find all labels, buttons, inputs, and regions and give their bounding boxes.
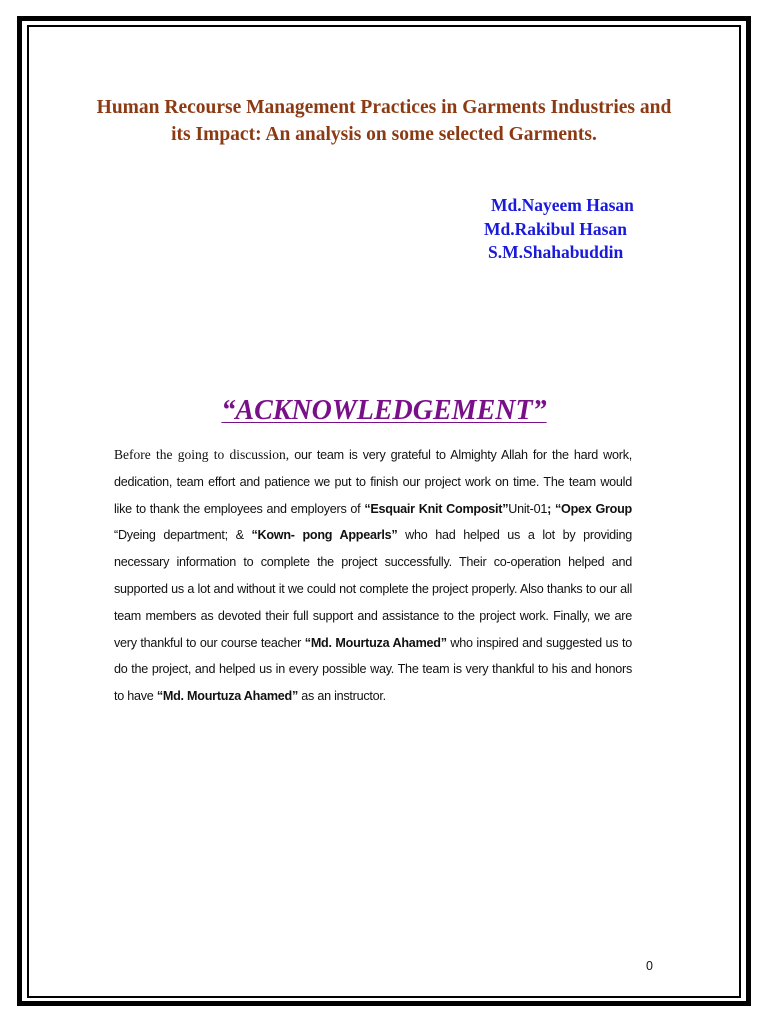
- acknowledgement-paragraph: [114, 442, 632, 710]
- paragraph-text: who inspired and suggested us to do the project, and helped us in every possible way. The team is very thankful to his and honors to have: [114, 635, 632, 704]
- paragraph-text: “Dyeing department; &: [114, 528, 252, 543]
- paragraph-text: as an instructor.: [298, 689, 386, 704]
- teacher-name: “Md. Mourtuza Ahamed”: [304, 635, 447, 650]
- acknowledgement-heading: “ACKNOWLEDGEMENT”: [221, 395, 547, 426]
- paragraph-lead-in: Before the going to discussion,: [114, 447, 290, 462]
- page-number: 0: [646, 959, 653, 973]
- author-name: Md.Rakibul Hasan: [484, 218, 627, 239]
- teacher-name: “Md. Mourtuza Ahamed”: [156, 689, 299, 704]
- author-list: [484, 194, 684, 265]
- paragraph-text: Unit-01: [508, 501, 548, 516]
- company-name: “Esquair Knit Composit”: [364, 501, 509, 516]
- document-title: Human Recourse Management Practices in Garments Industries and its Impact: An analysis on some selected Garments.: [96, 97, 672, 145]
- company-name: “Kown- pong Appearls”: [251, 528, 398, 543]
- author-name: S.M.Shahabuddin: [488, 242, 624, 262]
- author-name: Md.Nayeem Hasan: [491, 195, 634, 215]
- paragraph-text: our team is very grateful to Almighty Allah for the hard work, dedication, team effort and patience we put to finish our project work on time. The team would like to thank the employees and employers of: [114, 448, 633, 516]
- paragraph-text: who had helped us a lot by providing necessary information to complete the project successfully. Their co-operation helped and supported us a lot and without it we could not complete the project properly. Also thanks to our all team members as devoted their full support and assistance to the project work. Finally, we are very thankful to our course teacher: [114, 528, 632, 650]
- company-name: ; “Opex Group: [547, 501, 632, 516]
